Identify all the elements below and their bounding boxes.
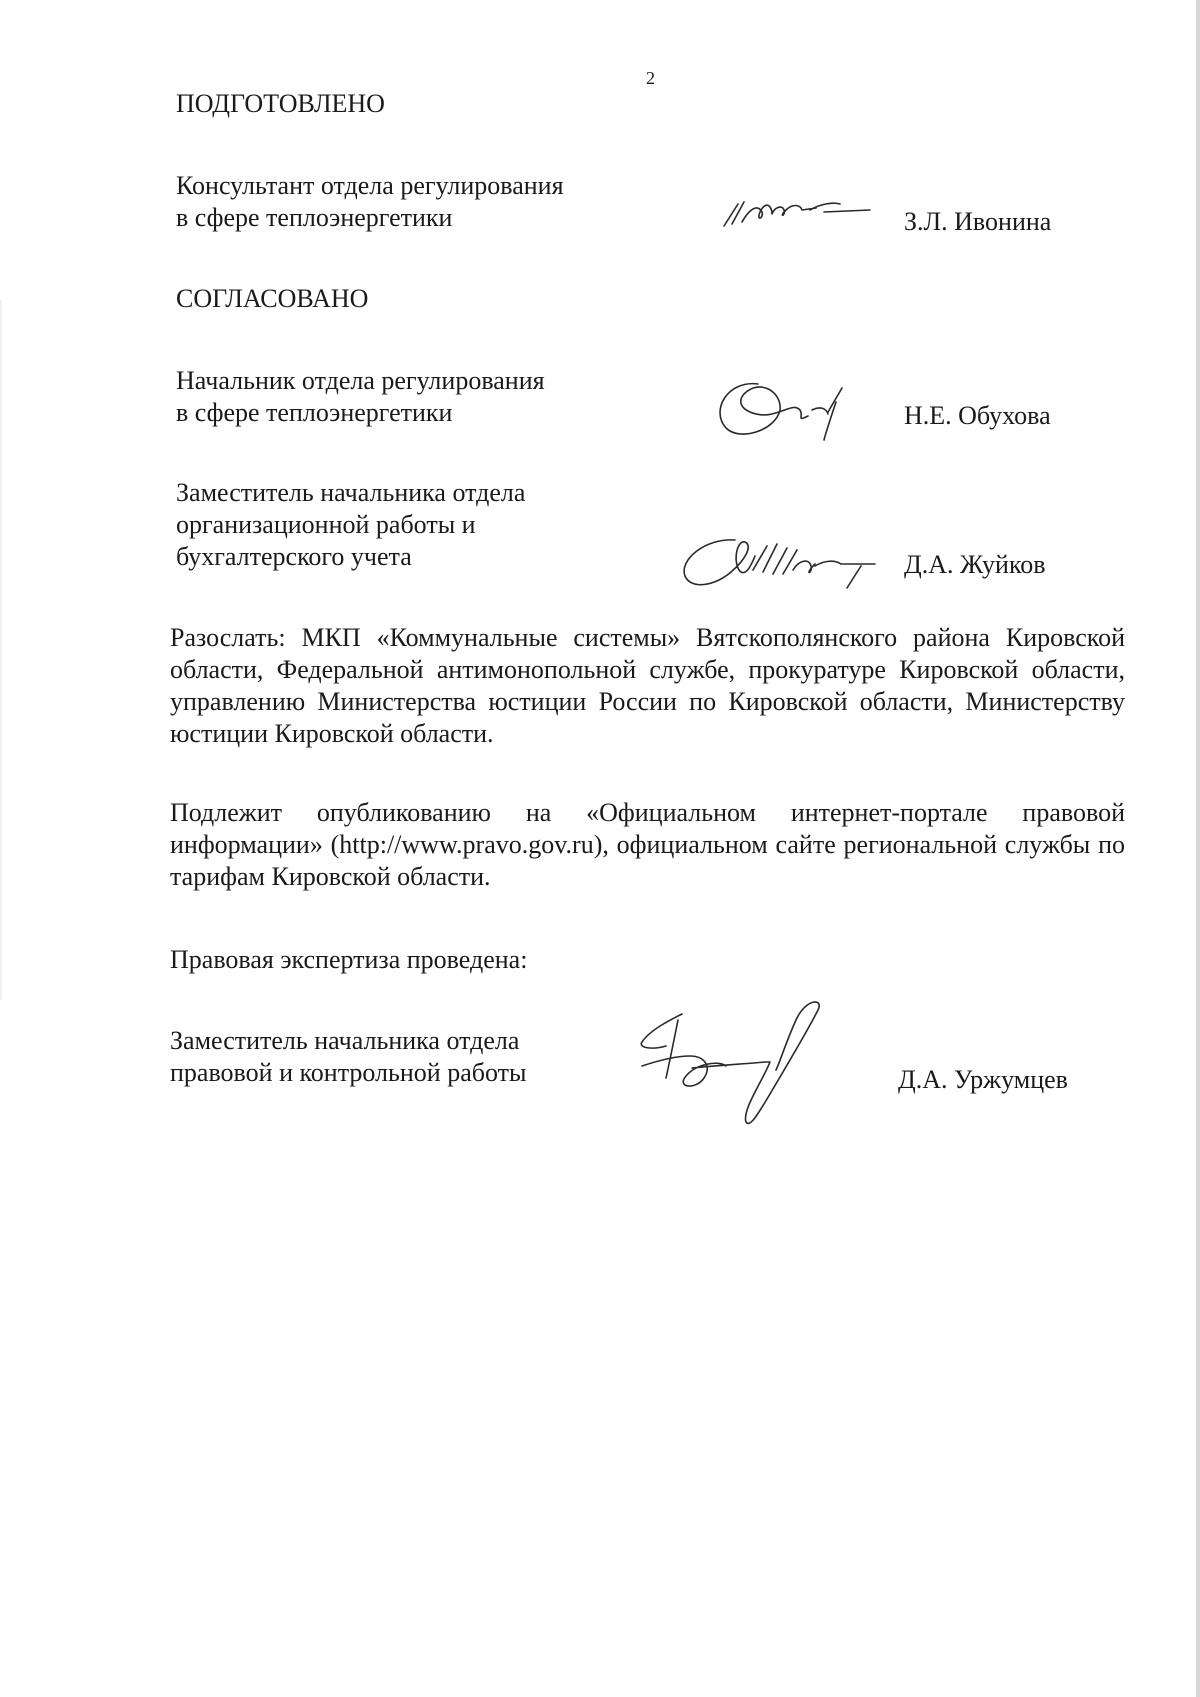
signature-urzhumtsev xyxy=(630,990,890,1130)
scan-edge-left xyxy=(0,300,2,1000)
agreed-signer-2-position-line-1: Заместитель начальника отдела xyxy=(176,478,526,507)
agreed-signer-1-name: Н.Е. Обухова xyxy=(904,401,1051,430)
agreed-signer-1-position-line-1: Начальник отдела регулирования xyxy=(176,366,545,395)
scan-edge xyxy=(1196,0,1200,1697)
prepared-name: З.Л. Ивонина xyxy=(904,207,1052,236)
agreed-signer-1-position-line-2: в сфере теплоэнергетики xyxy=(176,398,453,427)
legal-review-heading: Правовая экспертиза проведена: xyxy=(170,945,528,974)
prepared-heading: ПОДГОТОВЛЕНО xyxy=(176,89,385,118)
legal-review-name: Д.А. Уржумцев xyxy=(898,1065,1068,1094)
signature-ivonina xyxy=(720,190,890,235)
publication-paragraph: Подлежит опубликованию на «Официальном интернет-портале правовой информации» (http://www.pravo.gov.ru), официальном сайте региональной службы по тарифам Кировской области. xyxy=(170,798,1125,891)
distribution-paragraph: Разослать: МКП «Коммунальные системы» Вятскополянского района Кировской области, Федеральной антимонопольной службе, прокуратуре Кировской области, управлению Министерства юстиции России по Кировской области, Министерству юстиции Кировской области. xyxy=(170,623,1125,748)
prepared-position-line-2: в сфере теплоэнергетики xyxy=(176,203,453,232)
agreed-signer-2-name: Д.А. Жуйков xyxy=(904,550,1046,579)
agreed-heading: СОГЛАСОВАНО xyxy=(176,284,369,313)
agreed-signer-2-position-line-2: организационной работы и xyxy=(176,510,476,539)
legal-review-position-line-1: Заместитель начальника отдела xyxy=(170,1026,520,1055)
signature-zhuikov xyxy=(675,530,915,595)
agreed-signer-2-position-line-3: бухгалтерского учета xyxy=(176,542,412,571)
prepared-position-line-1: Консультант отдела регулирования xyxy=(176,171,564,200)
page-number: 2 xyxy=(646,68,655,88)
signature-obukhova xyxy=(708,370,858,445)
legal-review-position-line-2: правовой и контрольной работы xyxy=(170,1058,527,1087)
